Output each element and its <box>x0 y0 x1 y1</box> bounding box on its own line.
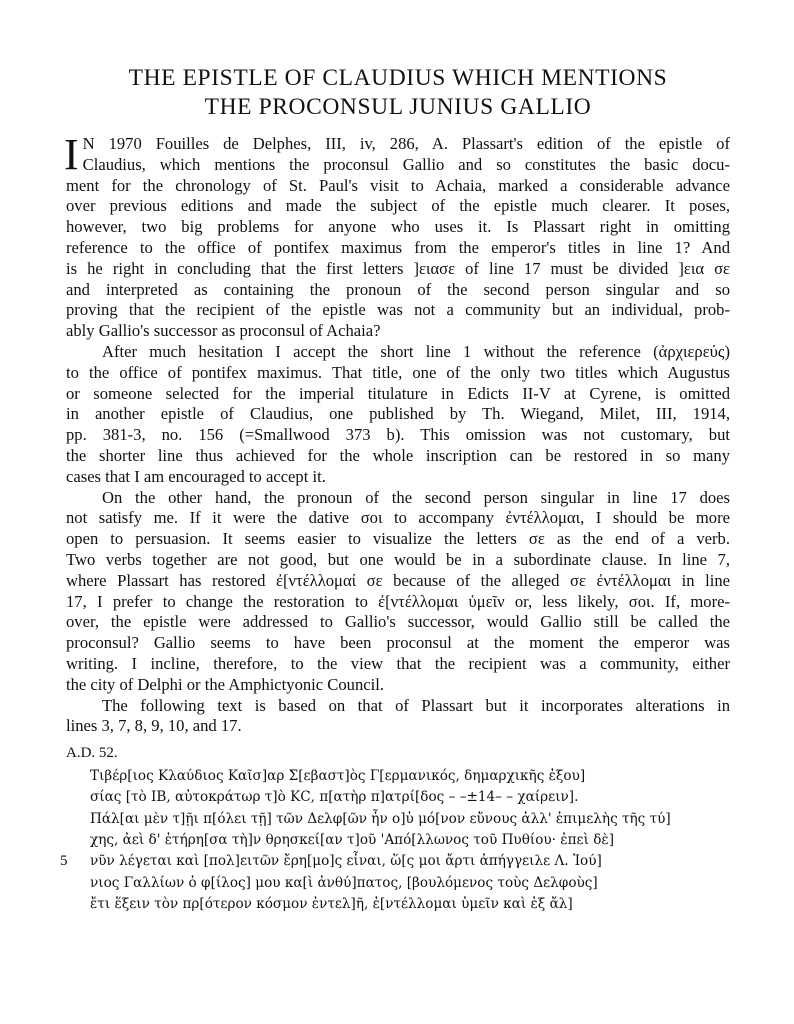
inscription-text <box>60 766 730 915</box>
title-line-1: THE EPISTLE OF CLAUDIUS WHICH MENTIONS <box>128 65 668 91</box>
text-line: the shorter line thus achieved for the whole inscription can be restored in so many <box>66 445 730 465</box>
text-line: open to persuasion. It seems easier to visualize the letters σε as the end of a verb. <box>66 529 730 549</box>
text-line: however, two big problems for anyone who uses it. Is Plassart right in omitting <box>66 217 730 237</box>
text-line: ment for the chronology of St. Paul's visit to Achaia, marked a considerable advance <box>66 175 730 195</box>
inscription-line-text: νιος Γαλλίων ὁ φ[ίλος] μου κα[ὶ ἀνθύ]πατος, [βουλόμενος τοὺς Δελφοὺς] <box>90 874 598 891</box>
inscription-line <box>66 873 730 894</box>
paragraph-1 <box>64 130 730 342</box>
text-line: over previous editions and made the subject of the epistle much clearer. It poses, <box>66 196 730 216</box>
text-line: Claudius, which mentions the proconsul Gallio and so constitutes the basic docu- <box>82 154 730 174</box>
text-line: is he right in concluding that the first letters ]ειασε of line 17 must be divided ]εια σε <box>66 258 730 278</box>
article-title <box>66 64 730 122</box>
text-line: proconsul? Gallio seems to have been proconsul at the moment the emperor was <box>66 633 730 653</box>
drop-cap: I <box>64 130 79 179</box>
inscription-line <box>66 766 730 787</box>
paragraph-4 <box>66 696 730 738</box>
inscription-line <box>66 787 730 808</box>
text-line: where Plassart has restored ἐ[ντέλλομαί σε because of the alleged σε ἐντέλλομαι in line <box>66 570 730 590</box>
text-line: On the other hand, the pronoun of the second person singular in line 17 does <box>102 487 730 507</box>
inscription-line <box>66 894 730 915</box>
inscription-date: A.D. 52. <box>66 745 118 762</box>
inscription-line-text: σίας [τὸ ΙΒ, αὐτοκράτωρ τ]ὸ ΚϹ, π[ατὴρ π]ατρί[δος – –±14– – χαίρειν]. <box>90 789 579 806</box>
text-line: Two verbs together are not good, but one would be in a subordinate clause. In line 7, <box>66 549 730 569</box>
inscription-line-text: χης, ἀεὶ δ' ἐτήρη[σα τὴ]ν θρησκεί[αν τ]οῦ 'Από[λλωνος τοῦ Πυθίου· ἐπεὶ δὲ] <box>90 832 615 848</box>
text-line: in another epistle of Claudius, one published by Th. Wiegand, Milet, III, 1914, <box>66 404 730 424</box>
text-line: 17, I prefer to change the restoration to ἐ[ντέλλομαι ὑμεῖν or, less likely, σοι. If, more- <box>66 591 730 611</box>
text-line: reference to the office of pontifex maximus from the emperor's titles in line 1? And <box>66 237 730 257</box>
text-line: to the office of pontifex maximus. That title, one of the only two titles which Augustus <box>66 362 730 382</box>
paragraph-2 <box>66 342 730 488</box>
text-line: After much hesitation I accept the short line 1 without the reference (ἀρχιερεύς) <box>102 341 730 361</box>
article-page <box>60 64 730 915</box>
text-line: proving that the recipient of the epistle was not a community but an individual, prob- <box>66 300 730 320</box>
paragraph-3 <box>66 488 730 696</box>
text-line: pp. 381-3, no. 156 (=Smallwood 373 b). This omission was not customary, but <box>66 425 730 445</box>
text-line: cases that I am encouraged to accept it. <box>66 466 326 486</box>
text-line: writing. I incline, therefore, to the view that the recipient was a community, either <box>66 653 730 673</box>
text-line: or someone selected for the imperial titulature in Edicts II-V at Cyrene, is omitted <box>66 383 730 403</box>
text-line: The following text is based on that of Plassart but it incorporates alterations in <box>102 695 730 715</box>
text-line: over, the epistle were addressed to Gallio's successor, would Gallio still be called the <box>66 612 730 632</box>
text-line: ably Gallio's successor as proconsul of Achaia? <box>66 321 381 341</box>
text-line: N 1970 Fouilles de Delphes, III, iv, 286, A. Plassart's edition of the epistle of <box>82 134 730 153</box>
inscription-line-text: Τιβέρ[ιος Κλαύδιος Καῖσ]αρ Σ[εβαστ]ὸς Γ[ερμανικός, δημαρχικῆς ἐξου] <box>90 768 586 785</box>
inscription-line-text: νῦν λέγεται καὶ [πολ]ειτῶν ἔρη[μο]ς εἶναι, ὥ[ς μοι ἄρτι ἀπήγγειλε Λ. Ἰού] <box>90 853 602 870</box>
inscription-line-text: Πάλ[αι μὲν τ]ῇι π[όλει τῇ] τῶν Δελφ[ῶν ἦν ο]ὐ μό[νον εὔνους ἀλλ' ἐπιμελὴς τῆς τύ] <box>90 810 671 827</box>
text-line: and interpreted as containing the pronoun of the second person singular and so <box>66 279 730 299</box>
inscription-line <box>66 830 730 851</box>
inscription-line <box>60 851 730 872</box>
inscription-line <box>66 809 730 830</box>
title-line-2: THE PROCONSUL JUNIUS GALLIO <box>204 94 592 120</box>
text-line: not satisfy me. If it were the dative σοι to accompany ἐντέλλομαι, I should be more <box>66 508 730 528</box>
text-line: lines 3, 7, 8, 9, 10, and 17. <box>66 716 242 736</box>
inscription-line-text: ἔτι ἕξειν τὸν πρ[ότερον κόσμον ἐντελ]ῆ, ἐ[ντέλλομαι ὑμεῖν καὶ ἐξ ἄλ] <box>90 895 573 912</box>
line-number: 5 <box>60 853 68 870</box>
text-line: the city of Delphi or the Amphictyonic Council. <box>66 674 384 694</box>
